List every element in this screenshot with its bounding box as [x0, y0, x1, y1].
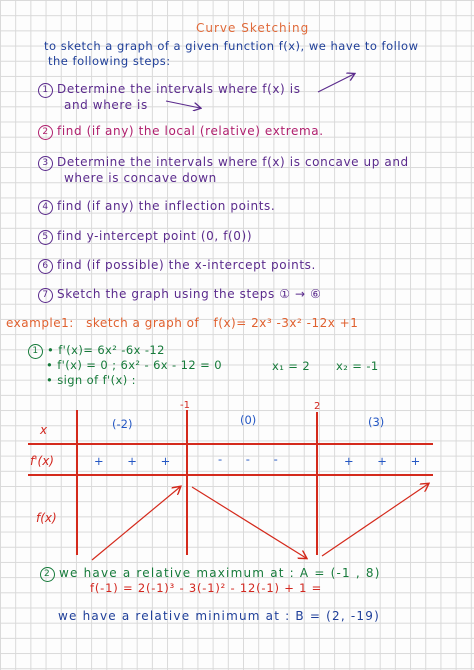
example-text: sketch a graph of — [86, 316, 200, 330]
sign-interval-2: - - - — [218, 452, 288, 466]
step-6-text: find (if possible) the x-intercept points. — [57, 258, 316, 272]
intro-line-2: the following steps: — [48, 54, 171, 68]
answer-max-row — [40, 567, 381, 582]
work-number: 1 — [28, 344, 43, 359]
answer-max-calc: f(-1) = 2(-1)³ - 3(-1)² - 12(-1) + 1 = — [90, 581, 323, 595]
critical-point-1: -1 — [180, 400, 190, 411]
step-1-line-2: and where is — [64, 98, 148, 112]
work-sign-label: • sign of f'(x) : — [46, 373, 136, 387]
step-3-number: 3 — [38, 156, 53, 171]
work-derivative: • f'(x)= 6x² -6x -12 — [47, 343, 165, 357]
example-function: f(x)= 2x³ -3x² -12x +1 — [213, 316, 359, 330]
work-x2: x₂ = -1 — [336, 359, 379, 373]
row-label-x: x — [40, 423, 48, 437]
work-zero: • f'(x) = 0 ; 6x² - 6x - 12 = 0 — [46, 358, 222, 372]
step-4-text: find (if any) the inflection points. — [57, 199, 276, 213]
decreasing-arrow — [192, 487, 306, 558]
increasing-arrow-2 — [322, 484, 428, 556]
step-5-number: 5 — [38, 230, 53, 245]
step-7-text: Sketch the graph using the steps ① → ⑥ — [57, 287, 322, 301]
critical-point-2: 2 — [314, 401, 321, 412]
step-2-number: 2 — [38, 125, 53, 140]
test-value-1: (-2) — [112, 417, 133, 431]
step-2-text: find (if any) the local (relative) extrema. — [57, 124, 324, 138]
test-value-2: (0) — [240, 413, 257, 427]
step-1-number: 1 — [38, 83, 53, 98]
step-3-line-2: where is concave down — [64, 171, 217, 185]
step-5-text: find y-intercept point (0, f(0)) — [57, 229, 253, 243]
example-label: example1: — [6, 316, 74, 330]
step-3-text: Determine the intervals where f(x) is concave up and — [57, 155, 409, 169]
step-6-number: 6 — [38, 259, 53, 274]
increasing-arrow-1 — [92, 487, 180, 560]
step-1-decreasing-arrow — [166, 101, 200, 108]
page-title: Curve Sketching — [196, 21, 310, 35]
sign-interval-3: + + + — [344, 454, 431, 468]
answer-number: 2 — [40, 567, 55, 582]
step-1-increasing-arrow — [318, 74, 354, 92]
step-7-number: 7 — [38, 288, 53, 303]
sign-interval-1: + + + — [94, 454, 181, 468]
answer-max-text: we have a relative maximum at : A = (-1 , 8) — [59, 566, 381, 580]
step-1-text: Determine the intervals where f(x) is — [57, 82, 301, 96]
test-value-3: (3) — [368, 415, 385, 429]
row-label-f: f(x) — [36, 511, 57, 525]
answer-min-text: we have a relative minimum at : B = (2, -19) — [58, 609, 380, 623]
step-4-number: 4 — [38, 200, 53, 215]
work-x1: x₁ = 2 — [272, 359, 311, 373]
row-label-fprime: f'(x) — [30, 454, 54, 468]
intro-line-1: to sketch a graph of a given function f(x), we have to follow — [44, 39, 419, 53]
